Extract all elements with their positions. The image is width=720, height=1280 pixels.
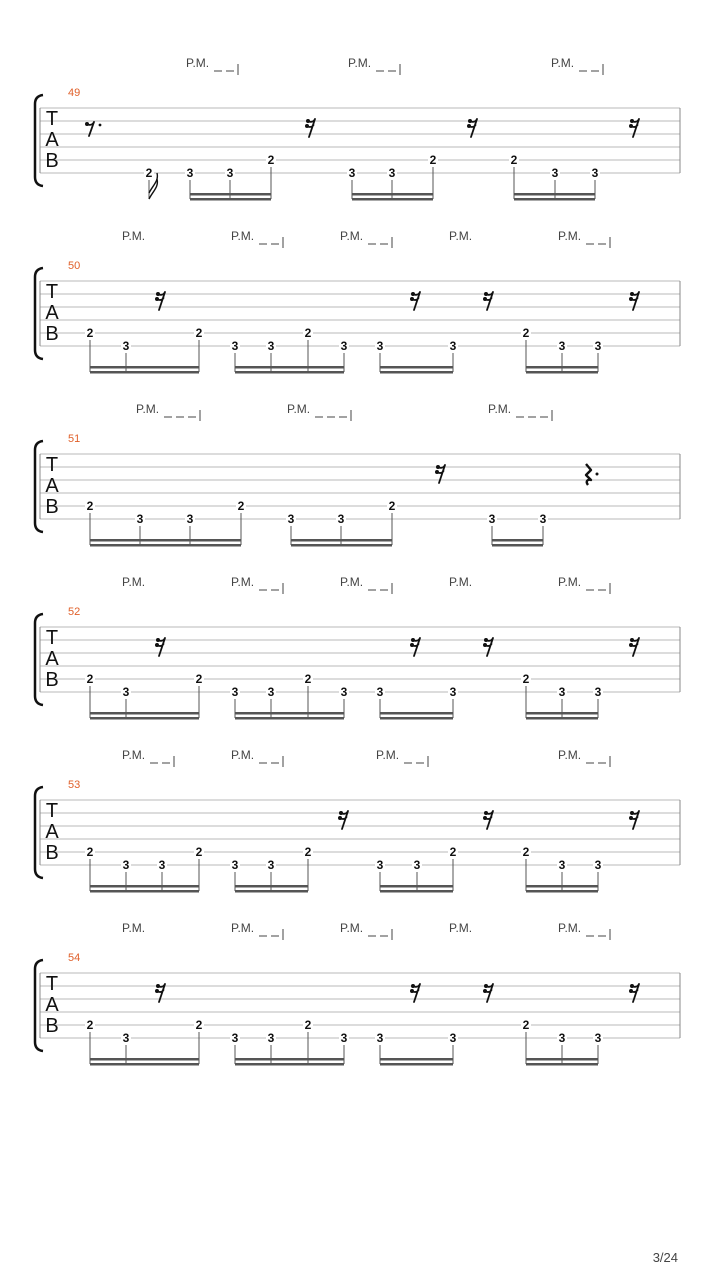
beam (380, 1063, 453, 1066)
fret-number: 3 (449, 339, 457, 353)
fret-number: 2 (304, 326, 312, 340)
fret-number: 2 (86, 1018, 94, 1032)
system-bracket (35, 268, 43, 359)
measure-number: 50 (68, 260, 81, 272)
tab-clef-letter: B (45, 669, 59, 691)
palm-mute-label: P.M. (122, 921, 146, 935)
fret-number: 3 (186, 512, 194, 526)
beam (380, 1058, 453, 1061)
tab-clef-letter: T (45, 627, 59, 649)
beam (90, 717, 199, 720)
fret-number: 3 (267, 685, 275, 699)
fret-number: 2 (237, 499, 245, 513)
fret-number: 3 (558, 1031, 566, 1045)
fret-number: 3 (449, 685, 457, 699)
fret-number: 3 (231, 1031, 239, 1045)
fret-number: 3 (376, 858, 384, 872)
tab-clef-letter: T (45, 973, 59, 995)
beam (380, 712, 453, 715)
palm-mute-label: P.M. (449, 921, 473, 935)
measure-number: 52 (68, 606, 81, 618)
fret-number: 3 (340, 685, 348, 699)
tab-clef-letter: A (45, 994, 59, 1016)
palm-mute-label: P.M. (558, 575, 582, 589)
tab-clef-letter: A (45, 302, 59, 324)
system-bracket (35, 960, 43, 1051)
fret-number: 3 (122, 685, 130, 699)
tab-clef-letter: T (45, 108, 59, 130)
fret-number: 2 (449, 845, 457, 859)
beam (352, 193, 433, 196)
beam (190, 193, 271, 196)
fret-number: 3 (267, 1031, 275, 1045)
tab-clef-letter: A (45, 648, 59, 670)
measure-number: 53 (68, 779, 81, 791)
beam (380, 717, 453, 720)
beam (90, 371, 199, 374)
fret-number: 3 (413, 858, 421, 872)
fret-number: 3 (558, 858, 566, 872)
palm-mute-label: P.M. (558, 748, 582, 762)
beam (514, 198, 595, 201)
fret-number: 2 (522, 845, 530, 859)
beam (90, 890, 199, 893)
measure-number: 54 (68, 952, 81, 964)
tab-clef-letter: A (45, 821, 59, 843)
beam (90, 885, 199, 888)
beam (526, 717, 598, 720)
fret-number: 3 (376, 339, 384, 353)
palm-mute-label: P.M. (449, 229, 473, 243)
fret-number: 3 (231, 858, 239, 872)
palm-mute-label: P.M. (122, 229, 146, 243)
fret-number: 2 (195, 1018, 203, 1032)
tab-clef-letter: A (45, 475, 59, 497)
fret-number: 3 (267, 339, 275, 353)
tab-clef-letter: B (45, 323, 59, 345)
palm-mute-label: P.M. (231, 921, 255, 935)
palm-mute-label: P.M. (231, 575, 255, 589)
beam (90, 1058, 199, 1061)
beam (526, 1063, 598, 1066)
fret-number: 3 (591, 166, 599, 180)
beam (291, 544, 392, 547)
palm-mute-label: P.M. (340, 229, 364, 243)
fret-number: 3 (558, 339, 566, 353)
beam (291, 539, 392, 542)
beam (380, 366, 453, 369)
beam (235, 885, 308, 888)
fret-number: 2 (510, 153, 518, 167)
fret-number: 3 (158, 858, 166, 872)
beam (352, 198, 433, 201)
fret-number: 2 (86, 326, 94, 340)
beam (90, 712, 199, 715)
palm-mute-label: P.M. (376, 748, 400, 762)
fret-number: 3 (449, 1031, 457, 1045)
beam (380, 885, 453, 888)
fret-number: 3 (287, 512, 295, 526)
fret-number: 3 (122, 1031, 130, 1045)
tab-clef-letter: B (45, 150, 59, 172)
beam (380, 371, 453, 374)
fret-number: 2 (86, 672, 94, 686)
beam (526, 885, 598, 888)
fret-number: 3 (340, 339, 348, 353)
fret-number: 2 (304, 845, 312, 859)
palm-mute-label: P.M. (449, 575, 473, 589)
fret-number: 2 (86, 499, 94, 513)
fret-number: 3 (348, 166, 356, 180)
fret-number: 3 (186, 166, 194, 180)
fret-number: 2 (522, 1018, 530, 1032)
tab-clef-letter: B (45, 496, 59, 518)
fret-number: 3 (136, 512, 144, 526)
palm-mute-label: P.M. (231, 748, 255, 762)
palm-mute-label: P.M. (122, 575, 146, 589)
palm-mute-label: P.M. (340, 921, 364, 935)
palm-mute-label: P.M. (558, 229, 582, 243)
fret-number: 3 (558, 685, 566, 699)
fret-number: 3 (267, 858, 275, 872)
tab-clef-letter: A (45, 129, 59, 151)
beam (492, 544, 543, 547)
tab-clef-letter: B (45, 842, 59, 864)
fret-number: 3 (376, 685, 384, 699)
tab-clef-letter: B (45, 1015, 59, 1037)
system-bracket (35, 441, 43, 532)
beam (235, 890, 308, 893)
palm-mute-label: P.M. (488, 402, 512, 416)
beam (235, 1058, 344, 1061)
tab-clef-letter: T (45, 454, 59, 476)
palm-mute-label: P.M. (287, 402, 311, 416)
beam (235, 1063, 344, 1066)
palm-mute-label: P.M. (551, 56, 575, 70)
palm-mute-label: P.M. (348, 56, 372, 70)
beam (235, 717, 344, 720)
measure-number: 49 (68, 87, 81, 99)
fret-number: 2 (388, 499, 396, 513)
palm-mute-label: P.M. (136, 402, 160, 416)
fret-number: 3 (594, 1031, 602, 1045)
beam (190, 198, 271, 201)
fret-number: 2 (304, 1018, 312, 1032)
fret-number: 2 (267, 153, 275, 167)
tab-clef-letter: T (45, 800, 59, 822)
beam (90, 366, 199, 369)
fret-number: 2 (195, 845, 203, 859)
fret-number: 3 (231, 685, 239, 699)
fret-number: 2 (522, 326, 530, 340)
beam (526, 1058, 598, 1061)
beam (90, 1063, 199, 1066)
palm-mute-label: P.M. (231, 229, 255, 243)
beam (526, 712, 598, 715)
palm-mute-label: P.M. (340, 575, 364, 589)
system-bracket (35, 95, 43, 186)
beam (514, 193, 595, 196)
fret-number: 3 (122, 858, 130, 872)
palm-mute-label: P.M. (186, 56, 210, 70)
fret-number: 2 (522, 672, 530, 686)
fret-number: 3 (226, 166, 234, 180)
fret-number: 2 (86, 845, 94, 859)
fret-number: 3 (337, 512, 345, 526)
system-bracket (35, 787, 43, 878)
beam (492, 539, 543, 542)
measure-number: 51 (68, 433, 81, 445)
beam (526, 890, 598, 893)
fret-number: 3 (376, 1031, 384, 1045)
beam (235, 366, 344, 369)
fret-number: 3 (488, 512, 496, 526)
beam (526, 366, 598, 369)
fret-number: 2 (304, 672, 312, 686)
beam (380, 890, 453, 893)
palm-mute-label: P.M. (558, 921, 582, 935)
fret-number: 3 (388, 166, 396, 180)
fret-number: 3 (594, 858, 602, 872)
beam (235, 371, 344, 374)
tab-clef-letter: T (45, 281, 59, 303)
palm-mute-label: P.M. (122, 748, 146, 762)
system-bracket (35, 614, 43, 705)
page-number: 3/24 (652, 1250, 678, 1265)
fret-number: 3 (594, 685, 602, 699)
beam (90, 539, 241, 542)
fret-number: 3 (122, 339, 130, 353)
fret-number: 2 (195, 672, 203, 686)
fret-number: 3 (594, 339, 602, 353)
beam (526, 371, 598, 374)
fret-number: 3 (551, 166, 559, 180)
fret-number: 3 (340, 1031, 348, 1045)
fret-number: 2 (145, 166, 153, 180)
beam (90, 544, 241, 547)
fret-number: 2 (429, 153, 437, 167)
fret-number: 3 (231, 339, 239, 353)
fret-number: 2 (195, 326, 203, 340)
fret-number: 3 (539, 512, 547, 526)
beam (235, 712, 344, 715)
